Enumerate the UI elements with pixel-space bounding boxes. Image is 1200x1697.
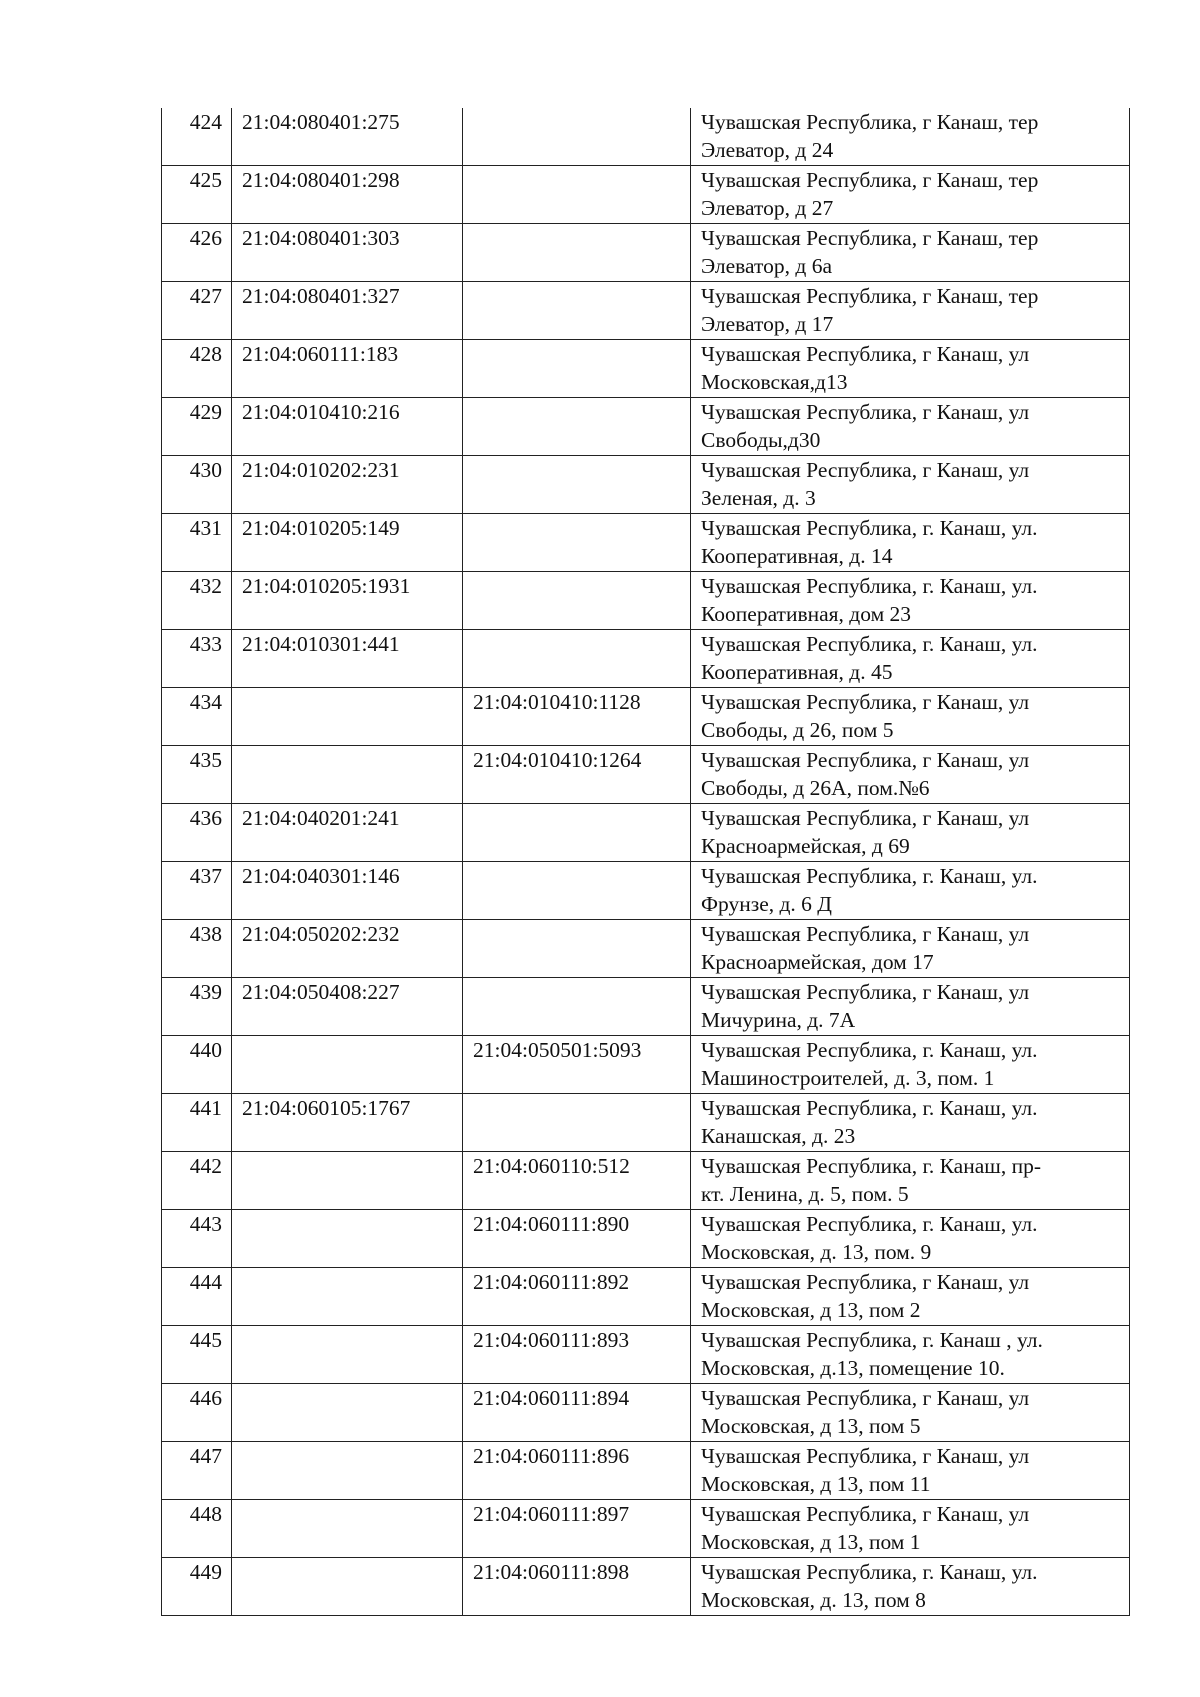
address-cell [691,340,1130,398]
cadastral-room-cell-text: 21:04:060111:897 [473,1502,630,1526]
table-row [162,166,1130,224]
cadastral-room-cell-text: 21:04:060111:894 [473,1386,630,1410]
address-line-1: Чувашская Республика, г Канаш, ул [701,690,1030,714]
address-cell [691,920,1130,978]
cadastral-room-cell-text: 21:04:060111:896 [473,1444,630,1468]
address-cell [691,1558,1130,1616]
cadastral-land-cell [232,340,463,398]
row-number-cell [162,1210,232,1268]
cadastral-room-cell [463,224,691,282]
address-line-2: Кооперативная, дом 23 [701,602,912,626]
cadastral-land-cell-text: 21:04:080401:327 [242,284,400,308]
address-line-1: Чувашская Республика, г Канаш, ул [701,342,1030,366]
address-line-1: Чувашская Республика, г Канаш, ул [701,458,1030,482]
row-number-cell-text: 431 [189,516,222,540]
address-line-2: Московская, д 13, пом 11 [701,1472,931,1496]
row-number-cell [162,1384,232,1442]
address-line-1: Чувашская Республика, г Канаш, тер [701,168,1039,192]
row-number-cell [162,1152,232,1210]
address-line-2: Кооперативная, д. 45 [701,660,893,684]
table-row [162,572,1130,630]
row-number-cell-text: 427 [189,284,222,308]
address-line-1: Чувашская Республика, г Канаш, тер [701,284,1039,308]
address-line-1: Чувашская Республика, г Канаш, ул [701,400,1030,424]
row-number-cell-text: 433 [189,632,222,656]
cadastral-room-cell [463,920,691,978]
address-line-2: Свободы, д 26, пом 5 [701,718,894,742]
address-line-1: Чувашская Республика, г Канаш, ул [701,1444,1030,1468]
row-number-cell-text: 438 [189,922,222,946]
table-row [162,1152,1130,1210]
address-line-1: Чувашская Республика, г. Канаш, ул. [701,1560,1038,1584]
address-line-1: Чувашская Республика, г Канаш, тер [701,110,1039,134]
address-cell [691,804,1130,862]
address-cell [691,1442,1130,1500]
address-line-2: Московская, д.13, помещение 10. [701,1356,1005,1380]
cadastral-land-cell [232,572,463,630]
cadastral-land-cell [232,456,463,514]
row-number-cell-text: 434 [189,690,222,714]
cadastral-land-cell [232,1326,463,1384]
cadastral-room-cell-text: 21:04:010410:1264 [473,748,642,772]
table-row [162,340,1130,398]
address-line-2: Канашская, д. 23 [701,1124,856,1148]
cadastral-room-cell [463,166,691,224]
cadastral-room-cell [463,1152,691,1210]
cadastral-room-cell-text: 21:04:050501:5093 [473,1038,642,1062]
cadastral-room-cell-text: 21:04:060110:512 [473,1154,630,1178]
address-cell [691,630,1130,688]
address-line-1: Чувашская Республика, г. Канаш, ул. [701,864,1038,888]
cadastral-room-cell [463,398,691,456]
row-number-cell-text: 440 [189,1038,222,1062]
cadastral-land-cell [232,108,463,166]
address-line-1: Чувашская Республика, г. Канаш, ул. [701,1038,1038,1062]
cadastral-room-cell [463,1326,691,1384]
row-number-cell-text: 425 [189,168,222,192]
row-number-cell-text: 445 [189,1328,222,1352]
address-line-2: кт. Ленина, д. 5, пом. 5 [701,1182,909,1206]
cadastral-land-cell-text: 21:04:080401:275 [242,110,400,134]
address-cell [691,1152,1130,1210]
cadastral-land-cell-text: 21:04:050202:232 [242,922,400,946]
address-line-1: Чувашская Республика, г Канаш, тер [701,226,1039,250]
address-cell [691,688,1130,746]
row-number-cell [162,1036,232,1094]
cadastral-land-cell [232,1210,463,1268]
cadastral-land-cell [232,746,463,804]
table-row [162,920,1130,978]
table-row [162,398,1130,456]
address-line-1: Чувашская Республика, г. Канаш, ул. [701,1096,1038,1120]
row-number-cell-text: 435 [189,748,222,772]
cadastral-land-cell-text: 21:04:010202:231 [242,458,400,482]
address-line-2: Красноармейская, дом 17 [701,950,934,974]
cadastral-land-cell [232,1558,463,1616]
row-number-cell [162,804,232,862]
row-number-cell-text: 439 [189,980,222,1004]
cadastral-room-cell [463,514,691,572]
table-row [162,1326,1130,1384]
row-number-cell [162,1094,232,1152]
row-number-cell [162,746,232,804]
table-row [162,282,1130,340]
address-line-2: Красноармейская, д 69 [701,834,910,858]
cadastral-land-cell [232,688,463,746]
address-line-1: Чувашская Республика, г Канаш, ул [701,748,1030,772]
cadastral-land-cell [232,282,463,340]
row-number-cell-text: 448 [189,1502,222,1526]
address-line-2: Московская, д 13, пом 1 [701,1530,921,1554]
address-cell [691,1210,1130,1268]
address-line-2: Московская, д. 13, пом. 9 [701,1240,932,1264]
address-cell [691,166,1130,224]
cadastral-room-cell [463,978,691,1036]
address-cell [691,1268,1130,1326]
cadastral-land-cell-text: 21:04:060111:183 [242,342,399,366]
cadastral-land-cell-text: 21:04:040201:241 [242,806,400,830]
cadastral-land-cell [232,1500,463,1558]
property-table-body [162,108,1130,1616]
address-cell [691,282,1130,340]
address-line-2: Московская, д. 13, пом 8 [701,1588,926,1612]
cadastral-room-cell-text: 21:04:060111:898 [473,1560,630,1584]
row-number-cell [162,1326,232,1384]
cadastral-land-cell [232,1036,463,1094]
row-number-cell [162,1558,232,1616]
cadastral-land-cell [232,514,463,572]
cadastral-land-cell-text: 21:04:040301:146 [242,864,400,888]
address-cell [691,108,1130,166]
table-row [162,108,1130,166]
table-row [162,688,1130,746]
cadastral-land-cell [232,978,463,1036]
table-row [162,978,1130,1036]
row-number-cell [162,920,232,978]
cadastral-land-cell-text: 21:04:010205:1931 [242,574,411,598]
property-table [161,108,1130,1616]
row-number-cell-text: 447 [189,1444,222,1468]
cadastral-room-cell [463,1268,691,1326]
row-number-cell [162,224,232,282]
address-cell [691,456,1130,514]
cadastral-room-cell-text: 21:04:060111:890 [473,1212,630,1236]
cadastral-land-cell-text: 21:04:080401:303 [242,226,400,250]
cadastral-room-cell [463,1500,691,1558]
address-line-2: Свободы,д30 [701,428,821,452]
cadastral-room-cell [463,340,691,398]
address-line-2: Кооперативная, д. 14 [701,544,893,568]
cadastral-land-cell [232,1094,463,1152]
table-row [162,862,1130,920]
address-line-1: Чувашская Республика, г. Канаш, пр- [701,1154,1041,1178]
row-number-cell-text: 449 [189,1560,222,1584]
table-row [162,1036,1130,1094]
address-line-1: Чувашская Республика, г. Канаш, ул. [701,574,1038,598]
table-row [162,514,1130,572]
row-number-cell-text: 441 [189,1096,222,1120]
cadastral-land-cell-text: 21:04:010410:216 [242,400,400,424]
cadastral-land-cell [232,1268,463,1326]
address-line-2: Фрунзе, д. 6 Д [701,892,832,916]
cadastral-land-cell [232,1384,463,1442]
address-line-2: Московская, д 13, пом 2 [701,1298,921,1322]
address-cell [691,224,1130,282]
cadastral-room-cell-text: 21:04:060111:893 [473,1328,630,1352]
address-cell [691,514,1130,572]
address-line-1: Чувашская Республика, г Канаш, ул [701,1270,1030,1294]
row-number-cell-text: 428 [189,342,222,366]
row-number-cell [162,1268,232,1326]
table-row [162,1500,1130,1558]
address-cell [691,1036,1130,1094]
row-number-cell-text: 442 [189,1154,222,1178]
address-cell [691,398,1130,456]
cadastral-room-cell [463,630,691,688]
row-number-cell-text: 429 [189,400,222,424]
cadastral-room-cell [463,1210,691,1268]
address-line-1: Чувашская Республика, г Канаш, ул [701,922,1030,946]
row-number-cell [162,862,232,920]
cadastral-room-cell-text: 21:04:010410:1128 [473,690,641,714]
address-cell [691,1384,1130,1442]
cadastral-room-cell [463,688,691,746]
address-cell [691,572,1130,630]
cadastral-room-cell [463,572,691,630]
row-number-cell [162,1442,232,1500]
address-line-2: Машиностроителей, д. 3, пом. 1 [701,1066,995,1090]
cadastral-land-cell-text: 21:04:060105:1767 [242,1096,411,1120]
row-number-cell [162,688,232,746]
row-number-cell [162,340,232,398]
table-row [162,1442,1130,1500]
cadastral-room-cell [463,108,691,166]
cadastral-land-cell-text: 21:04:010301:441 [242,632,400,656]
address-line-1: Чувашская Республика, г Канаш, ул [701,980,1030,1004]
row-number-cell [162,572,232,630]
address-line-2: Мичурина, д. 7А [701,1008,856,1032]
row-number-cell-text: 437 [189,864,222,888]
cadastral-room-cell [463,804,691,862]
cadastral-land-cell-text: 21:04:050408:227 [242,980,400,1004]
table-row [162,1210,1130,1268]
address-line-2: Свободы, д 26А, пом.№6 [701,776,930,800]
cadastral-land-cell [232,1442,463,1500]
cadastral-land-cell-text: 21:04:010205:149 [242,516,400,540]
cadastral-room-cell [463,1558,691,1616]
table-row [162,746,1130,804]
table-row [162,456,1130,514]
table-row [162,1094,1130,1152]
cadastral-land-cell [232,224,463,282]
cadastral-room-cell [463,282,691,340]
row-number-cell-text: 443 [189,1212,222,1236]
row-number-cell-text: 446 [189,1386,222,1410]
cadastral-land-cell [232,804,463,862]
address-line-2: Элеватор, д 6а [701,254,833,278]
address-cell [691,978,1130,1036]
address-line-2: Элеватор, д 24 [701,138,834,162]
row-number-cell [162,514,232,572]
cadastral-room-cell [463,1384,691,1442]
table-row [162,630,1130,688]
row-number-cell-text: 432 [189,574,222,598]
address-line-1: Чувашская Республика, г Канаш, ул [701,806,1030,830]
cadastral-room-cell [463,1442,691,1500]
row-number-cell-text: 444 [189,1270,222,1294]
address-cell [691,1326,1130,1384]
address-cell [691,1500,1130,1558]
address-line-1: Чувашская Республика, г Канаш, ул [701,1386,1030,1410]
cadastral-room-cell [463,456,691,514]
cadastral-land-cell [232,630,463,688]
address-line-2: Зеленая, д. 3 [701,486,816,510]
address-line-1: Чувашская Республика, г. Канаш, ул. [701,1212,1038,1236]
address-line-1: Чувашская Республика, г. Канаш , ул. [701,1328,1043,1352]
row-number-cell [162,978,232,1036]
address-line-1: Чувашская Республика, г. Канаш, ул. [701,632,1038,656]
row-number-cell-text: 426 [189,226,222,250]
row-number-cell [162,166,232,224]
address-cell [691,862,1130,920]
row-number-cell [162,630,232,688]
cadastral-room-cell-text: 21:04:060111:892 [473,1270,630,1294]
table-row [162,1268,1130,1326]
address-cell [691,746,1130,804]
table-row [162,1558,1130,1616]
row-number-cell-text: 430 [189,458,222,482]
row-number-cell [162,282,232,340]
cadastral-room-cell [463,1094,691,1152]
cadastral-land-cell [232,1152,463,1210]
row-number-cell [162,398,232,456]
cadastral-room-cell [463,862,691,920]
row-number-cell-text: 424 [189,110,222,134]
address-line-2: Элеватор, д 17 [701,312,834,336]
cadastral-land-cell [232,398,463,456]
table-row [162,224,1130,282]
address-line-1: Чувашская Республика, г. Канаш, ул. [701,516,1038,540]
table-row [162,1384,1130,1442]
table-row [162,804,1130,862]
row-number-cell-text: 436 [189,806,222,830]
address-line-2: Элеватор, д 27 [701,196,834,220]
cadastral-room-cell [463,1036,691,1094]
row-number-cell [162,456,232,514]
cadastral-land-cell [232,862,463,920]
address-cell [691,1094,1130,1152]
address-line-2: Московская,д13 [701,370,848,394]
address-line-2: Московская, д 13, пом 5 [701,1414,921,1438]
cadastral-room-cell [463,746,691,804]
cadastral-land-cell [232,166,463,224]
cadastral-land-cell-text: 21:04:080401:298 [242,168,400,192]
cadastral-land-cell [232,920,463,978]
row-number-cell [162,108,232,166]
row-number-cell [162,1500,232,1558]
address-line-1: Чувашская Республика, г Канаш, ул [701,1502,1030,1526]
